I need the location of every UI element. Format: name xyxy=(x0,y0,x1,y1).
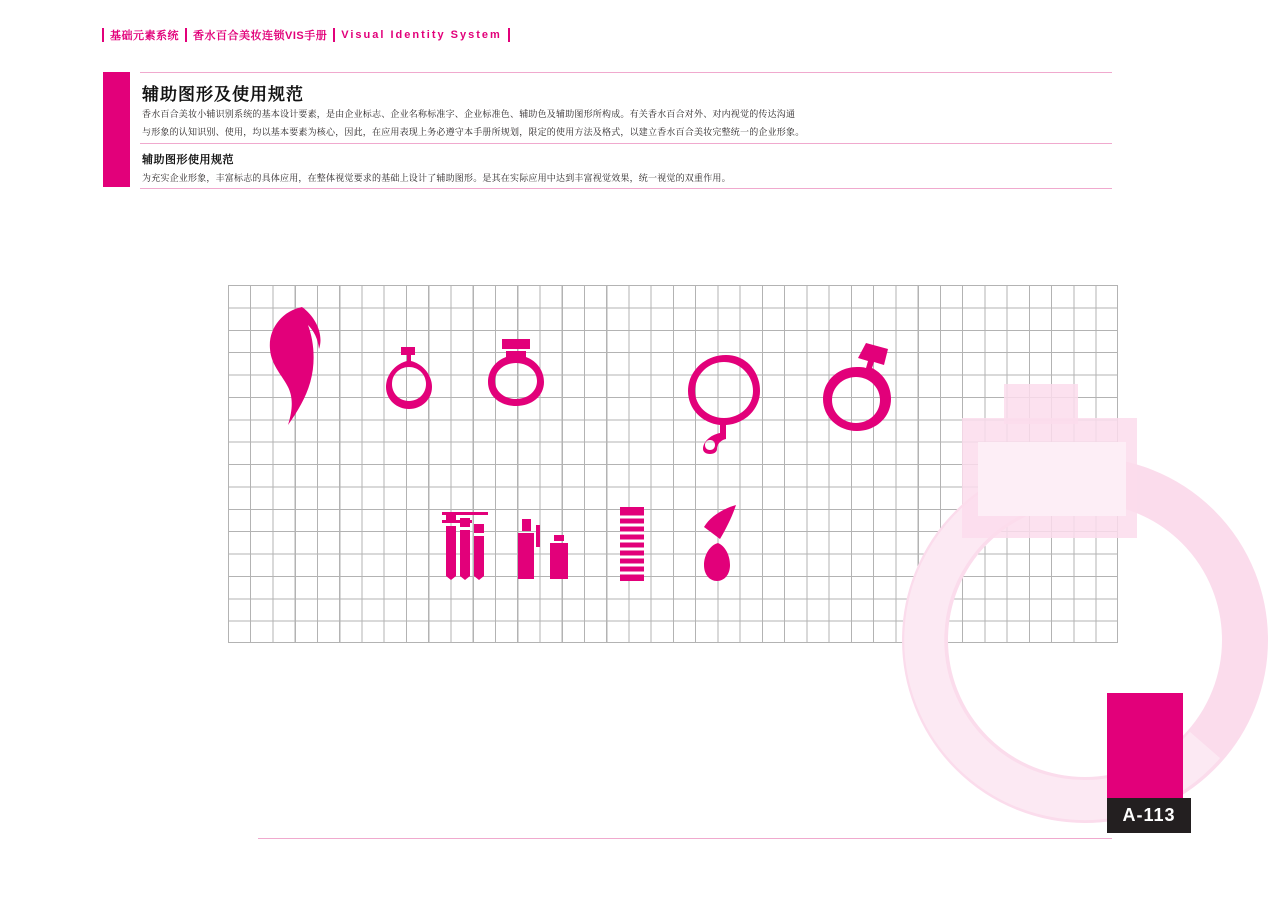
section-accent-tab xyxy=(103,72,130,187)
title-top-rule xyxy=(140,72,1112,73)
ring-bottle-icon xyxy=(818,343,898,433)
graphics-grid-panel xyxy=(228,285,1118,643)
title-middle-rule xyxy=(140,143,1112,144)
intro-paragraph-line-1: 香水百合美妆小辅识别系统的基本设计要素，是由企业标志、企业名称标准字、企业标准色、辅助色及辅助图形所构成。有关香水百合对外、对内视觉的传达沟通 xyxy=(142,109,796,119)
footer-rule xyxy=(258,838,1112,839)
page-number-badge: A-113 xyxy=(1107,798,1191,833)
perfume-bottle-icon xyxy=(378,345,440,411)
cream-jar-icon xyxy=(486,337,546,409)
header-segment-english: Visual Identity System xyxy=(341,29,502,41)
woman-hair-icon xyxy=(258,305,328,430)
header-divider-icon xyxy=(508,28,510,42)
powder-brush-icon xyxy=(698,503,752,583)
comb-icon xyxy=(614,507,652,583)
makeup-brush-set-icon xyxy=(442,510,502,582)
title-bottom-rule xyxy=(140,188,1112,189)
header-divider-icon xyxy=(185,28,187,42)
subsection-text: 为充实企业形象，丰富标志的具体应用，在整体视觉要求的基础上设计了辅助图形。是其在实际应用中达到丰富视觉效果，统一视觉的双重作用。 xyxy=(142,173,731,183)
hand-mirror-icon xyxy=(680,355,764,455)
page-title: 辅助图形及使用规范 xyxy=(142,85,304,104)
header-divider-icon xyxy=(102,28,104,42)
header-segment-system: 基础元素系统 xyxy=(110,30,179,42)
intro-paragraph-line-2: 与形象的认知识别、使用，均以基本要素为核心，因此，在应用表现上务必遵守本手册所规划，限定的使用方法及格式，以建立香水百合美妆完整统一的企业形象。 xyxy=(142,127,805,137)
lipstick-icon xyxy=(512,517,582,583)
header-segment-brand: 香水百合美妆连锁VIS手册 xyxy=(193,30,328,42)
footer-accent-block xyxy=(1107,693,1183,798)
document-header xyxy=(96,26,516,44)
subsection-title: 辅助图形使用规范 xyxy=(142,154,234,166)
header-divider-icon xyxy=(333,28,335,42)
